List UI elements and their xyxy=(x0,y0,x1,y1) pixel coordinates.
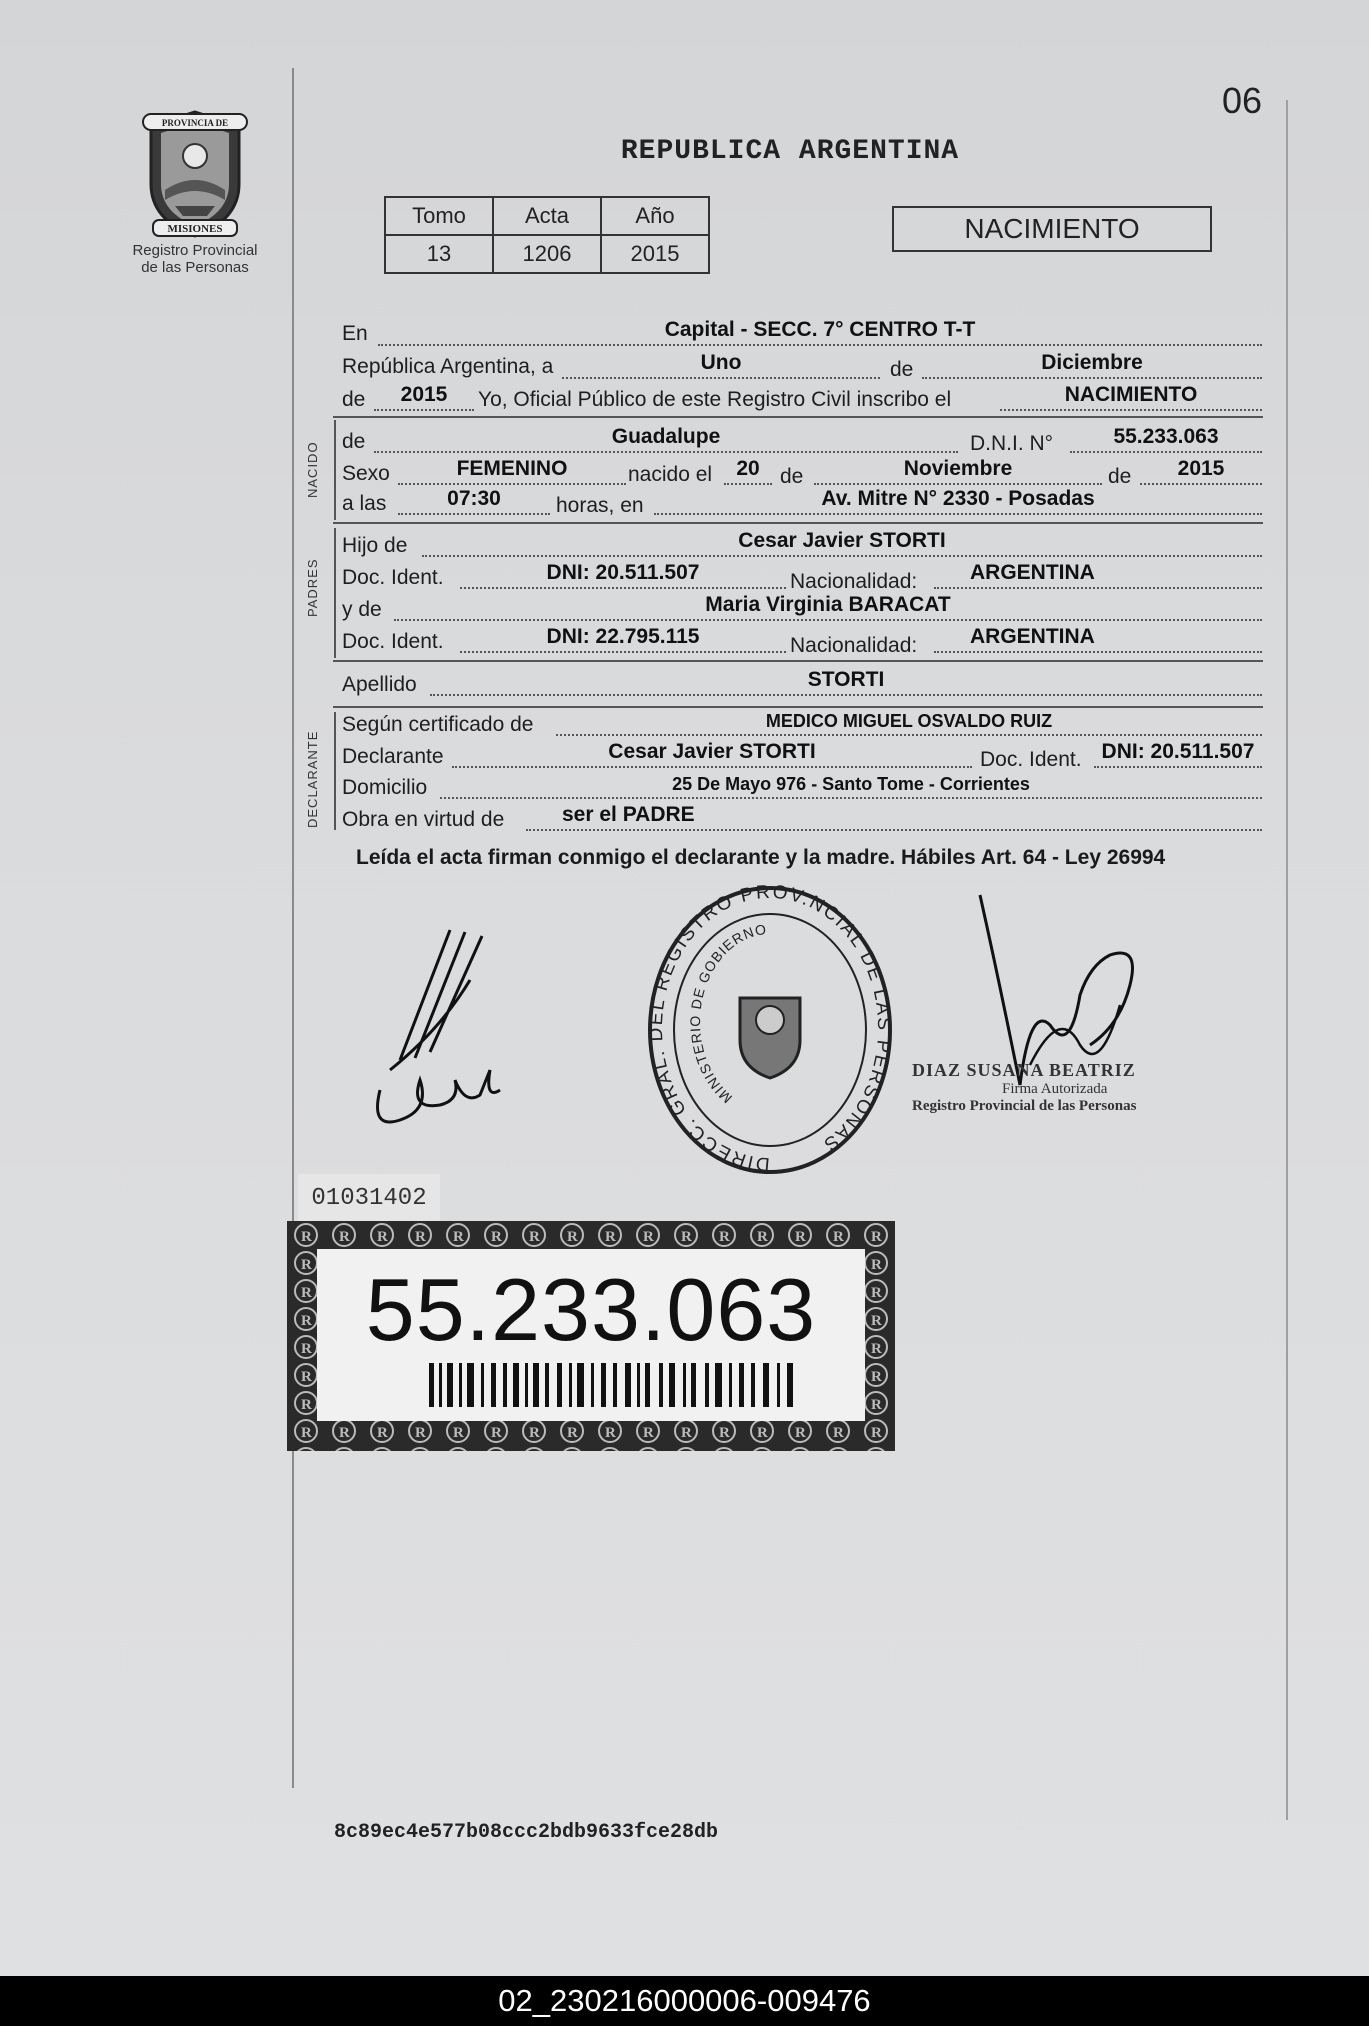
year-value: 2015 xyxy=(400,383,448,406)
father-name-field xyxy=(422,531,1262,557)
domicilio-label: Domicilio xyxy=(342,776,428,799)
alas-label: a las xyxy=(342,492,387,515)
father-doc-value: DNI: 20.511.507 xyxy=(546,561,700,584)
birth-month-value: Noviembre xyxy=(903,457,1013,480)
closing-statement: Leída el acta firman conmigo el declarante y la madre. Hábiles Art. 64 - Ley 26994 xyxy=(356,846,1166,869)
dni-label: D.N.I. N° xyxy=(970,432,1054,455)
birth-year-value: 2015 xyxy=(1177,457,1225,480)
divider-2 xyxy=(333,522,1263,524)
record-value-acta: 1206 xyxy=(493,235,601,273)
serial-number: 01031402 xyxy=(298,1174,440,1224)
record-header-tomo: Tomo xyxy=(385,197,493,235)
name-value: Guadalupe xyxy=(611,425,721,448)
left-margin-line xyxy=(292,68,294,1788)
record-table xyxy=(384,196,710,274)
birth-day-field xyxy=(724,459,772,485)
de-label: de xyxy=(890,358,914,381)
oficial-text: Yo, Oficial Público de este Registro Civil inscribo el xyxy=(478,388,952,411)
father-nationality-field xyxy=(934,563,1262,589)
official-title: Firma Autorizada xyxy=(1002,1081,1108,1097)
horas-label: horas, en xyxy=(556,494,644,517)
name-field xyxy=(374,427,958,453)
official-registry: Registro Provincial de las Personas xyxy=(912,1098,1137,1114)
nacido-section-label: NACIDO xyxy=(305,441,320,498)
declarante-doc-value: DNI: 20.511.507 xyxy=(1101,740,1255,763)
declarante-label: Declarante xyxy=(342,745,444,768)
sexo-value: FEMENINO xyxy=(456,457,568,480)
act-type-value: NACIMIENTO xyxy=(1064,383,1198,406)
de-label-year: de xyxy=(342,388,366,411)
birth-de-label: de xyxy=(780,465,804,488)
hijo-label: Hijo de xyxy=(342,534,408,557)
record-value-anio: 2015 xyxy=(601,235,709,273)
domicilio-field xyxy=(440,773,1262,799)
mother-name-field xyxy=(394,595,1262,621)
republica-label: República Argentina, a xyxy=(342,355,554,378)
apellido-label: Apellido xyxy=(342,673,417,696)
right-margin-line xyxy=(1286,100,1288,1820)
nacido-bracket xyxy=(334,420,336,520)
declarante-field xyxy=(452,742,972,768)
declarante-bracket xyxy=(334,712,336,830)
month-field xyxy=(922,353,1262,379)
declarante-doc-field xyxy=(1094,742,1262,768)
father-name-value: Cesar Javier STORTI xyxy=(738,529,946,552)
stamp-outer-text: DIRECC. GRAL. DEL REGISTRO PROV.NCIAL DE LAS PERSONAS xyxy=(645,881,895,1175)
mother-nac-label: Nacionalidad: xyxy=(790,634,918,657)
en-label: En xyxy=(342,322,368,345)
country-title: REPUBLICA ARGENTINA xyxy=(620,136,960,167)
certificado-label: Según certificado de xyxy=(342,713,534,736)
record-value-tomo: 13 xyxy=(385,235,493,273)
nacido-el-label: nacido el xyxy=(628,463,713,486)
birth-place-value: Av. Mitre N° 2330 - Posadas xyxy=(821,487,1095,510)
document-hash: 8c89ec4e577b08ccc2bdb9633fce28db xyxy=(334,1821,719,1844)
mother-doc-value: DNI: 22.795.115 xyxy=(546,625,700,648)
dni-sticker-number: 55.233.063 xyxy=(365,1260,817,1359)
obra-value: ser el PADRE xyxy=(562,803,695,826)
birth-de-label2: de xyxy=(1108,465,1132,488)
record-header-acta: Acta xyxy=(493,197,601,235)
obra-field xyxy=(526,805,1262,831)
certificado-field xyxy=(556,710,1262,736)
sexo-field xyxy=(398,459,626,485)
file-id-footer: 02_230216000006-009476 xyxy=(0,1976,1369,2026)
dni-field xyxy=(1070,427,1262,453)
day-field xyxy=(562,353,880,379)
dni-value: 55.233.063 xyxy=(1113,425,1219,448)
record-type-box: NACIMIENTO xyxy=(892,206,1212,252)
apellido-value: STORTI xyxy=(807,668,885,691)
apellido-field xyxy=(430,670,1262,696)
mother-doc-field xyxy=(460,627,786,653)
domicilio-value: 25 De Mayo 976 - Santo Tome - Corrientes xyxy=(672,774,1030,794)
day-value: Uno xyxy=(700,351,742,374)
divider-4 xyxy=(333,706,1263,708)
father-doc-field xyxy=(460,563,786,589)
obra-label: Obra en virtud de xyxy=(342,808,505,831)
dni-sticker-inner xyxy=(317,1249,865,1421)
barcode-icon xyxy=(429,1363,803,1407)
divider-1 xyxy=(333,416,1263,418)
father-nationality-value: ARGENTINA xyxy=(970,561,1095,584)
birth-day-value: 20 xyxy=(736,457,760,480)
place-value: Capital - SECC. 7° CENTRO T-T xyxy=(664,318,976,341)
father-nac-label: Nacionalidad: xyxy=(790,570,918,593)
birth-month-field xyxy=(814,459,1102,485)
sexo-label: Sexo xyxy=(342,462,390,485)
mother-doc-label: Doc. Ident. xyxy=(342,630,444,653)
birth-place-field xyxy=(654,489,1262,515)
place-field xyxy=(378,320,1262,346)
year-field xyxy=(374,385,474,411)
divider-3 xyxy=(333,660,1263,662)
official-name: DIAZ SUSANA BEATRIZ xyxy=(912,1060,1136,1080)
father-doc-label: Doc. Ident. xyxy=(342,566,444,589)
declarante-section-label: DECLARANTE xyxy=(305,730,320,828)
padres-bracket xyxy=(334,528,336,658)
stamp-inner-text: MINISTERIO DE GOBIERNO xyxy=(686,920,768,1107)
birth-year-field xyxy=(1140,459,1262,485)
logo-top-text: PROVINCIA DE xyxy=(161,118,229,128)
dni-sticker xyxy=(287,1221,895,1451)
record-header-anio: Año xyxy=(601,197,709,235)
certificado-value: MEDICO MIGUEL OSVALDO RUIZ xyxy=(765,711,1053,731)
padres-section-label: PADRES xyxy=(305,558,320,617)
logo-bottom-text: MISIONES xyxy=(167,223,223,235)
act-type-field xyxy=(1000,385,1262,411)
registry-logo xyxy=(120,108,270,276)
official-block xyxy=(912,1060,1136,1115)
hour-field xyxy=(398,489,550,515)
hour-value: 07:30 xyxy=(447,487,501,510)
official-stamp xyxy=(645,880,895,1185)
logo-caption-line1: Registro Provincial xyxy=(132,242,258,259)
logo-caption-line2: de las Personas xyxy=(141,259,249,276)
declarant-signature-icon xyxy=(370,920,530,1130)
mother-name-value: Maria Virginia BARACAT xyxy=(705,593,951,616)
page-number: 06 xyxy=(1222,80,1263,121)
registry-stamp-icon xyxy=(645,880,895,1180)
yde-label: y de xyxy=(342,598,382,621)
misiones-seal-icon xyxy=(135,108,255,242)
mother-nationality-field xyxy=(934,627,1262,653)
month-value: Diciembre xyxy=(1041,351,1143,374)
mother-nationality-value: ARGENTINA xyxy=(970,625,1095,648)
nacido-de-label: de xyxy=(342,430,366,453)
declarante-doc-label: Doc. Ident. xyxy=(980,748,1082,771)
declarante-value: Cesar Javier STORTI xyxy=(608,740,816,763)
